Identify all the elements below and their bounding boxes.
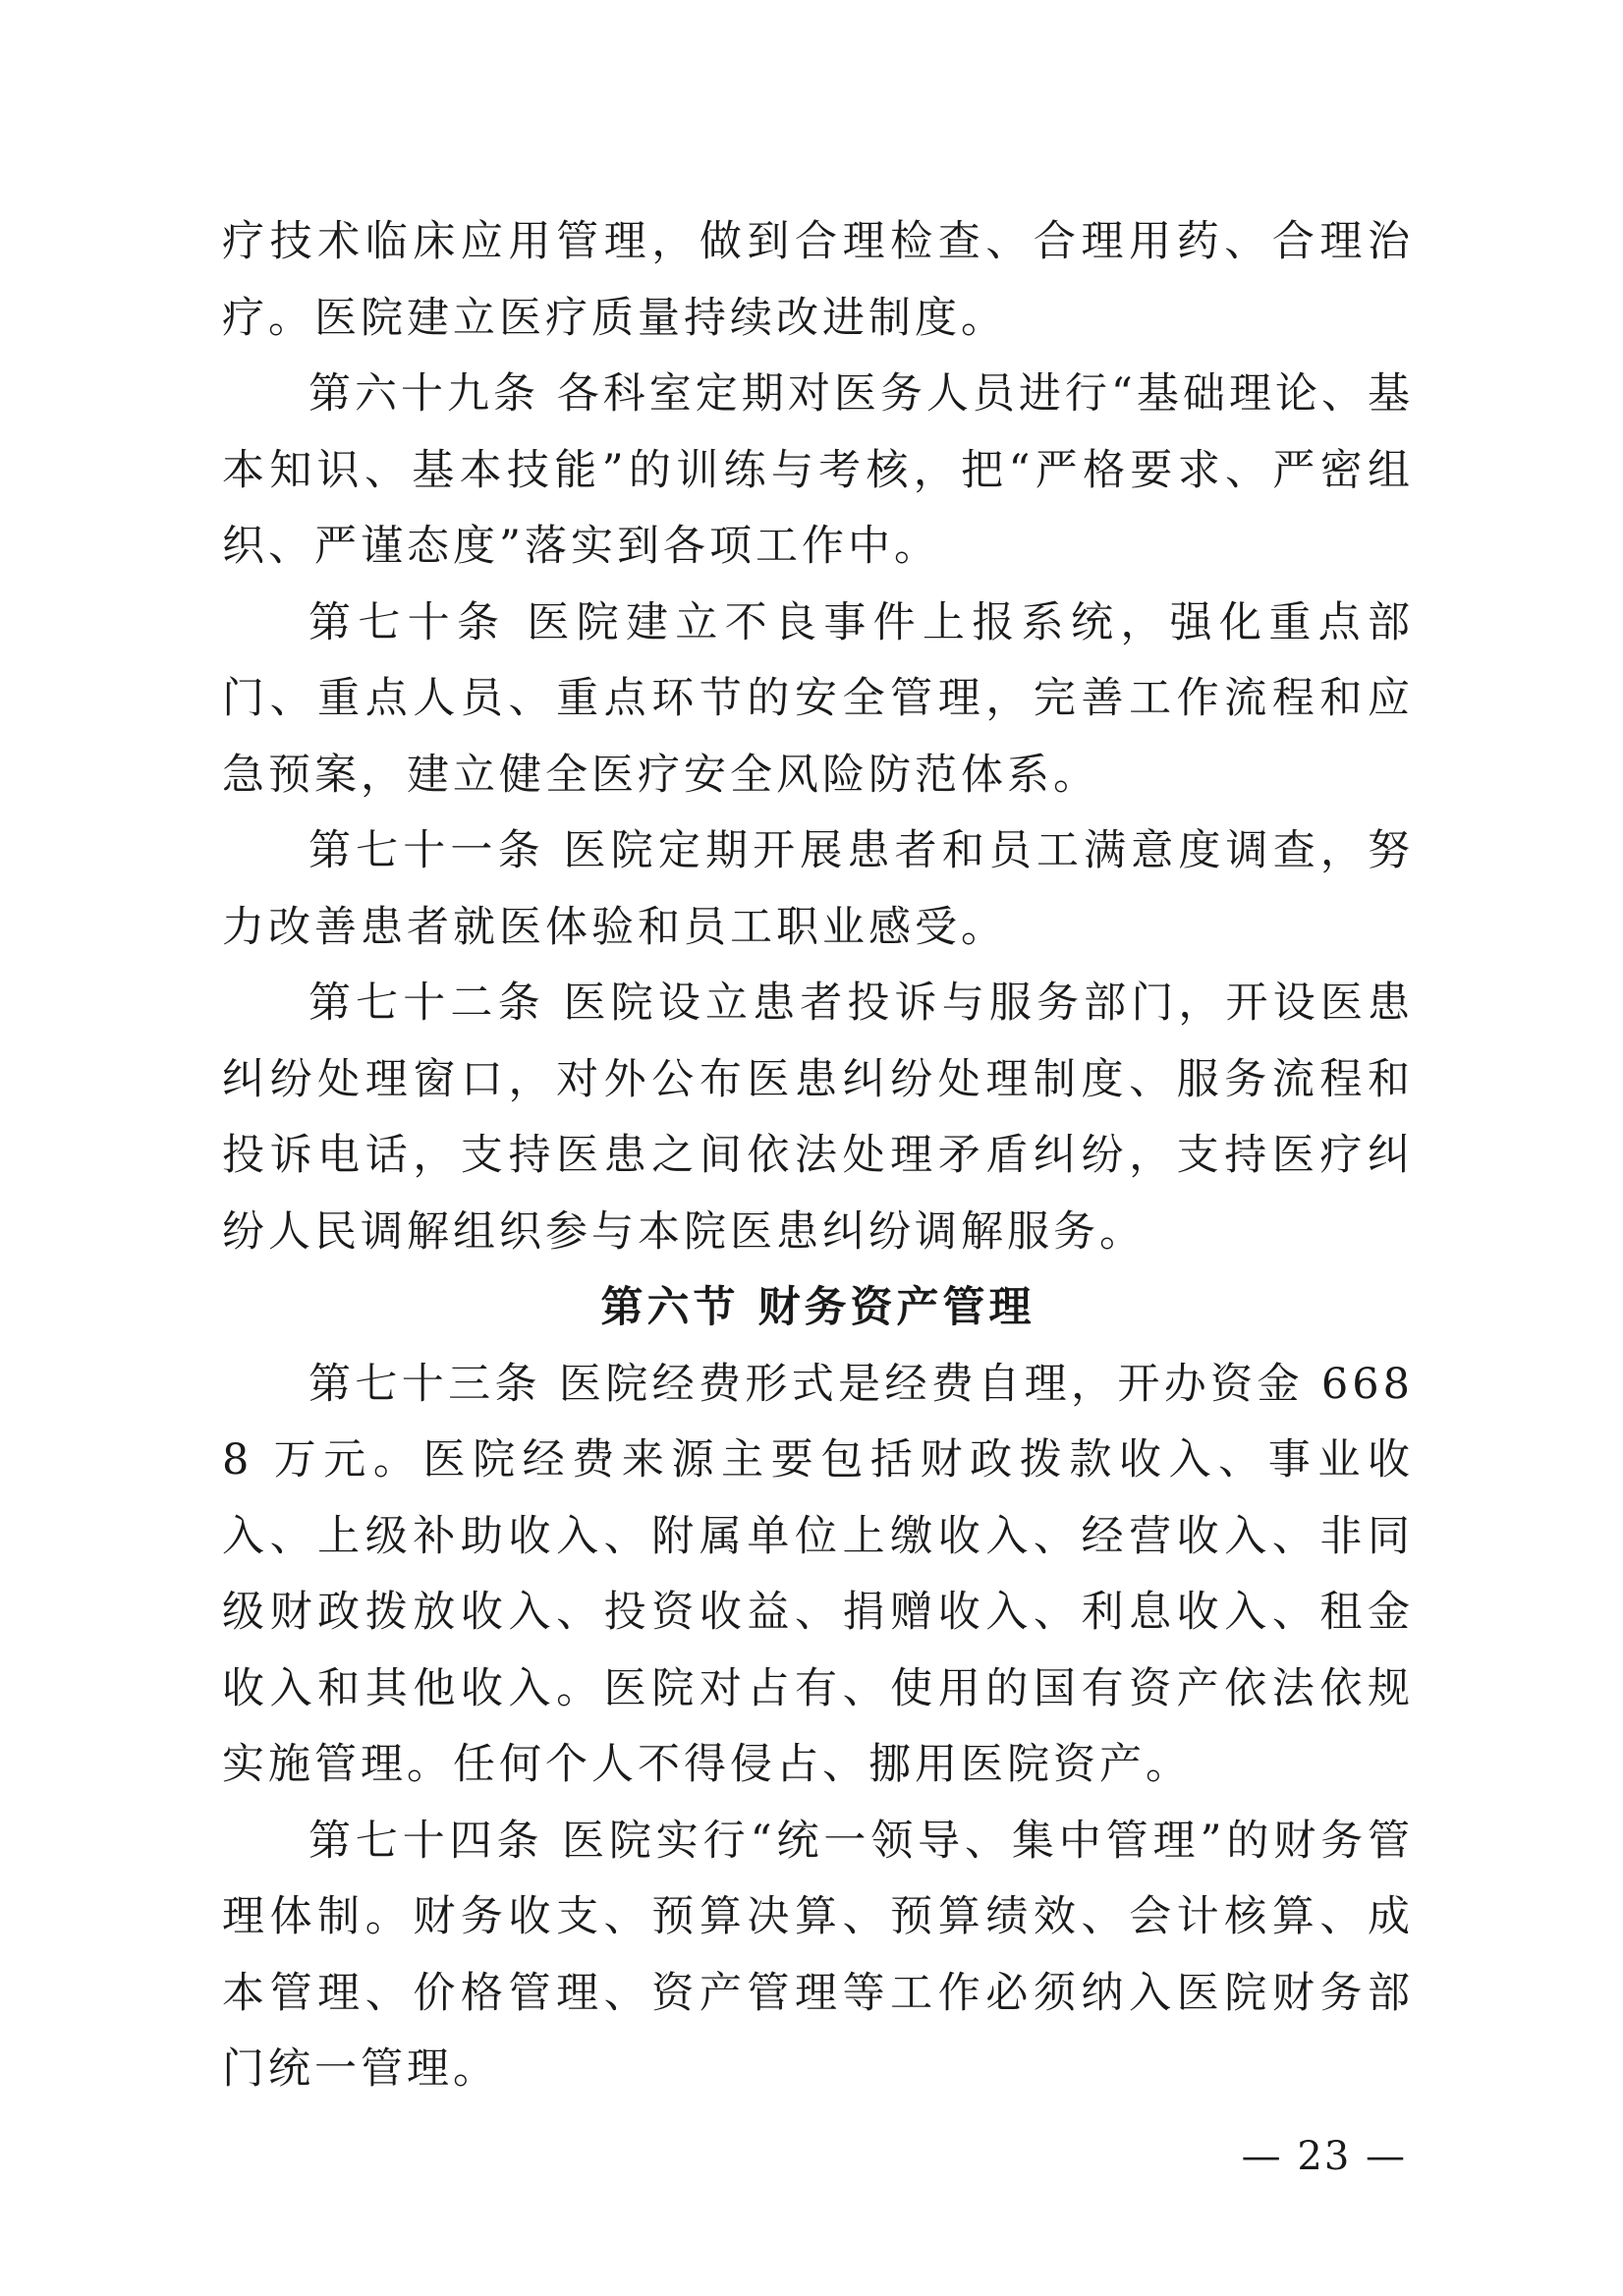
paragraph-continuation: 疗技术临床应用管理，做到合理检查、合理用药、合理治疗。医院建立医疗质量持续改进制度。 xyxy=(222,217,1414,343)
section-title: 第六节 财务资产管理 xyxy=(600,1283,1035,1332)
paragraph-article-72: 第七十二条 医院设立患者投诉与服务部门，开设医患纠纷处理窗口，对外公布医患纠纷处理制度、服务流程和投诉电话，支持医患之间依法处理矛盾纠纷，支持医疗纠纷人民调解组织参与本院医患纠纷调解服务。 xyxy=(222,979,1414,1257)
paragraph-article-70: 第七十条 医院建立不良事件上报系统，强化重点部门、重点人员、重点环节的安全管理，完善工作流程和应急预案，建立健全医疗安全风险防范体系。 xyxy=(222,597,1414,800)
paragraph-article-71: 第七十一条 医院定期开展患者和员工满意度调查，努力改善患者就医体验和员工职业感受。 xyxy=(222,826,1414,952)
paragraph-article-73: 第七十三条 医院经费形式是经费自理，开办资金 6688 万元。医院经费来源主要包括财政拨款收入、事业收入、上级补助收入、附属单位上缴收入、经营收入、非同级财政拨放收入、投资收益、捐赠收入、利息收入、租金收入和其他收入。医院对占有、使用的国有资产依法依规实施管理。任何个人不得侵占、挪用医院资产。 xyxy=(222,1359,1414,1789)
paragraph-article-69: 第六十九条 各科室定期对医务人员进行“基础理论、基本知识、基本技能”的训练与考核，把“严格要求、严密组织、严谨态度”落实到各项工作中。 xyxy=(222,369,1414,571)
paragraph-article-74: 第七十四条 医院实行“统一领导、集中管理”的财务管理体制。财务收支、预算决算、预算绩效、会计核算、成本管理、价格管理、资产管理等工作必须纳入医院财务部门统一管理。 xyxy=(222,1816,1414,2094)
document-body xyxy=(222,204,1414,2108)
page-number: — 23 — xyxy=(1241,2134,1407,2179)
